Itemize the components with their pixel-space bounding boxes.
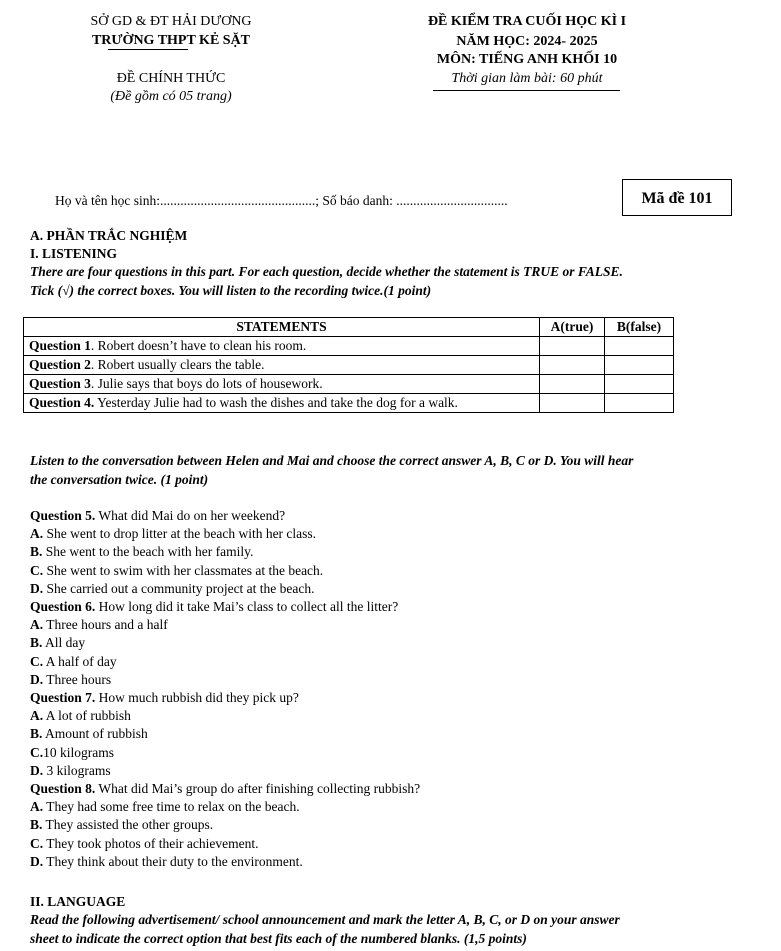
statement-cell [24, 337, 540, 356]
school-year: NĂM HỌC: 2024- 2025 [456, 34, 598, 49]
option-text: They assisted the other groups. [42, 817, 214, 833]
statements-table [23, 317, 674, 413]
option-letter: B. [30, 726, 43, 742]
question-text: What did Mai’s group do after finishing collecting rubbish? [95, 781, 421, 797]
option-b[interactable] [30, 543, 420, 561]
question-text: How much rubbish did they pick up? [95, 690, 299, 706]
option-letter: D. [30, 853, 44, 869]
statement-cell [24, 394, 540, 413]
option-letter: C. [30, 653, 44, 669]
option-text: She went to swim with her classmates at the beach. [43, 562, 324, 578]
false-checkbox-cell[interactable] [605, 394, 674, 413]
false-checkbox-cell[interactable] [605, 337, 674, 356]
time-underline [433, 90, 620, 91]
option-text: 10 kilograms [43, 744, 114, 760]
time-limit: Thời gian làm bài: 60 phút [451, 71, 603, 86]
option-d[interactable] [30, 762, 420, 780]
question-stem [30, 598, 420, 616]
true-checkbox-cell[interactable] [540, 356, 605, 375]
instruction-3-line-2: sheet to indicate the correct option that best fits each of the numbered blanks. (1,5 points) [30, 931, 527, 946]
table-row [24, 394, 674, 413]
question-number: Question 5. [30, 508, 96, 523]
statement-text: . Julie says that boys do lots of housework. [90, 376, 323, 391]
question-number: Question 4. [29, 395, 95, 410]
option-c[interactable] [30, 562, 420, 580]
option-c[interactable] [30, 835, 420, 853]
section-a-heading: A. PHẦN TRẮC NGHIỆM [30, 228, 188, 243]
option-letter: D. [30, 762, 44, 778]
option-letter: A. [30, 708, 44, 724]
table-row [24, 375, 674, 394]
option-text: Three hours [43, 671, 112, 687]
question-stem [30, 780, 420, 798]
instruction-1-line-1: There are four questions in this part. For each question, decide whether the statement is TRUE or FALSE. [30, 264, 623, 279]
table-row [24, 356, 674, 375]
option-text: She carried out a community project at the beach. [43, 580, 315, 596]
question-text: What did Mai do on her weekend? [95, 508, 286, 523]
true-checkbox-cell[interactable] [540, 394, 605, 413]
listening-heading: I. LISTENING [30, 246, 118, 261]
option-a[interactable] [30, 525, 420, 543]
option-c[interactable] [30, 653, 420, 671]
option-letter: A. [30, 526, 44, 542]
option-letter: A. [30, 799, 44, 815]
statement-text: . Robert doesn’t have to clean his room. [90, 338, 307, 353]
table-row [24, 337, 674, 356]
statement-cell [24, 356, 540, 375]
table-header-row [24, 318, 674, 337]
option-d[interactable] [30, 853, 420, 871]
option-a[interactable] [30, 616, 420, 634]
instruction-2-line-2: the conversation twice. (1 point) [30, 472, 209, 487]
question-number: Question 6. [30, 599, 96, 615]
true-header: A(true) [540, 318, 605, 337]
question-number: Question 7. [30, 690, 96, 706]
school-underline [108, 49, 188, 50]
instruction-3-line-1: Read the following advertisement/ school announcement and mark the letter A, B, C, or D on your answer [30, 912, 620, 927]
false-checkbox-cell[interactable] [605, 375, 674, 394]
official-label: ĐỀ CHÍNH THỨC [116, 71, 226, 86]
option-letter: D. [30, 671, 44, 687]
department-name: SỞ GD & ĐT HẢI DƯƠNG [90, 14, 252, 29]
question-number: Question 2 [29, 357, 91, 372]
option-text: They think about their duty to the environment. [43, 853, 303, 869]
option-d[interactable] [30, 671, 420, 689]
statement-text: . Robert usually clears the table. [90, 357, 265, 372]
false-header: B(false) [605, 318, 674, 337]
option-b[interactable] [30, 634, 420, 652]
option-letter: C. [30, 835, 44, 851]
option-text: All day [42, 635, 86, 651]
statements-header: STATEMENTS [24, 318, 540, 337]
school-name: TRƯỜNG THPT KẺ SẶT [91, 33, 251, 48]
option-d[interactable] [30, 580, 420, 598]
statement-text: Yesterday Julie had to wash the dishes and take the dog for a walk. [94, 395, 458, 410]
option-letter: C. [30, 744, 44, 760]
option-text: They took photos of their achievement. [43, 835, 259, 851]
option-a[interactable] [30, 798, 420, 816]
question-number: Question 1 [29, 338, 91, 353]
question-list [30, 507, 420, 871]
language-heading: II. LANGUAGE [30, 894, 126, 909]
page-count: (Đề gồm có 05 trang) [110, 89, 232, 104]
option-b[interactable] [30, 816, 420, 834]
question-number: Question 8. [30, 781, 96, 797]
question-stem [30, 507, 420, 525]
option-text: She went to drop litter at the beach with her class. [43, 526, 317, 542]
question-number: Question 3 [29, 376, 91, 391]
option-b[interactable] [30, 725, 420, 743]
option-letter: B. [30, 817, 43, 833]
option-letter: C. [30, 562, 44, 578]
option-letter: A. [30, 617, 44, 633]
true-checkbox-cell[interactable] [540, 337, 605, 356]
option-letter: B. [30, 544, 43, 560]
statement-cell [24, 375, 540, 394]
student-info-line: Họ và tên học sinh:..............................................; Số báo danh: ................................. [55, 193, 508, 208]
option-text: Three hours and a half [43, 617, 168, 633]
option-text: A half of day [43, 653, 117, 669]
option-text: 3 kilograms [43, 762, 111, 778]
option-text: A lot of rubbish [43, 708, 131, 724]
exam-title: ĐỀ KIỂM TRA CUỐI HỌC KÌ I [427, 14, 627, 29]
true-checkbox-cell[interactable] [540, 375, 605, 394]
option-c[interactable] [30, 744, 420, 762]
option-text: They had some free time to relax on the beach. [43, 799, 300, 815]
subject: MÔN: TIẾNG ANH KHỐI 10 [436, 52, 618, 67]
instruction-2-line-1: Listen to the conversation between Helen and Mai and choose the correct answer A, B, C or D. You will hear [30, 453, 634, 468]
option-a[interactable] [30, 707, 420, 725]
question-text: How long did it take Mai’s class to collect all the litter? [95, 599, 399, 615]
false-checkbox-cell[interactable] [605, 356, 674, 375]
option-letter: D. [30, 580, 44, 596]
exam-code-box: Mã đề 101 [622, 179, 732, 216]
instruction-1-line-2: Tick (√) the correct boxes. You will listen to the recording twice.(1 point) [30, 283, 432, 298]
option-letter: B. [30, 635, 43, 651]
option-text: Amount of rubbish [42, 726, 148, 742]
question-stem [30, 689, 420, 707]
option-text: She went to the beach with her family. [42, 544, 254, 560]
